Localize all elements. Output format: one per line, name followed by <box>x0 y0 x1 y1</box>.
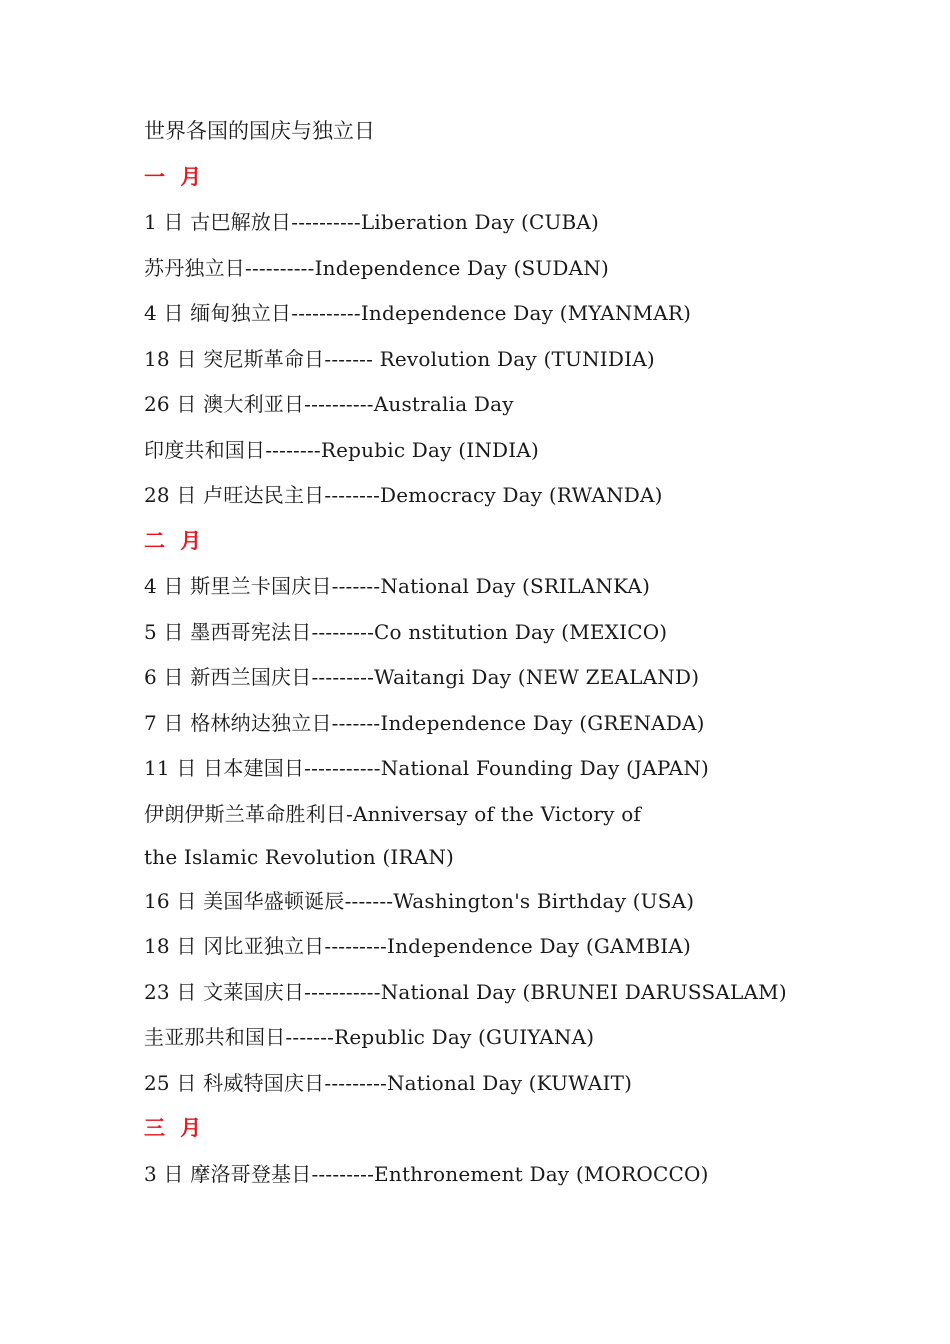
entry-line: 6 日 新西兰国庆日---------Waitangi Day (NEW ZEALAND) <box>144 665 700 689</box>
entry-line: 圭亚那共和国日-------Republic Day (GUIYANA) <box>144 1025 595 1049</box>
month-heading-january: 一 月 <box>144 164 206 189</box>
entry-line: 23 日 文莱国庆日-----------National Day (BRUNEI DARUSSALAM) <box>144 979 787 1004</box>
entry-line: 苏丹独立日----------Independence Day (SUDAN) <box>144 255 609 280</box>
entry-line: 4 日 斯里兰卡国庆日-------National Day (SRILANKA) <box>144 574 651 598</box>
document-title: 世界各国的国庆与独立日 <box>144 119 375 143</box>
entry-line: 3 日 摩洛哥登基日---------Enthronement Day (MOROCCO) <box>144 1161 709 1186</box>
entry-line: 5 日 墨西哥宪法日---------Co nstitution Day (MEXICO) <box>144 619 668 644</box>
entry-line: 印度共和国日--------Repubic Day (INDIA) <box>144 437 539 462</box>
entry-line: 4 日 缅甸独立日----------Independence Day (MYANMAR) <box>144 301 692 325</box>
entry-line: 18 日 突尼斯革命日------- Revolution Day (TUNIDIA) <box>144 346 655 371</box>
entry-line: 7 日 格林纳达独立日-------Independence Day (GRENADA) <box>144 710 705 735</box>
entry-line: 25 日 科威特国庆日---------National Day (KUWAIT) <box>144 1070 633 1095</box>
entry-line: 26 日 澳大利亚日----------Australia Day <box>144 392 514 416</box>
document-body <box>144 112 844 1200</box>
entry-line: 18 日 冈比亚独立日---------Independence Day (GAMBIA) <box>144 934 691 958</box>
month-heading-march: 三 月 <box>144 1116 206 1140</box>
month-heading-february: 二 月 <box>144 528 206 553</box>
entry-line: 11 日 日本建国日-----------National Founding Day (JAPAN) <box>144 756 710 780</box>
entry-line: 16 日 美国华盛顿诞辰-------Washington's Birthday (USA) <box>144 888 695 913</box>
entry-line: 28 日 卢旺达民主日--------Democracy Day (RWANDA) <box>144 483 663 507</box>
entry-line-continuation: the Islamic Revolution (IRAN) <box>144 844 455 869</box>
entry-line: 伊朗伊斯兰革命胜利日-Anniversay of the Victory of <box>144 801 642 826</box>
entry-line: 1 日 古巴解放日----------Liberation Day (CUBA) <box>144 210 600 234</box>
